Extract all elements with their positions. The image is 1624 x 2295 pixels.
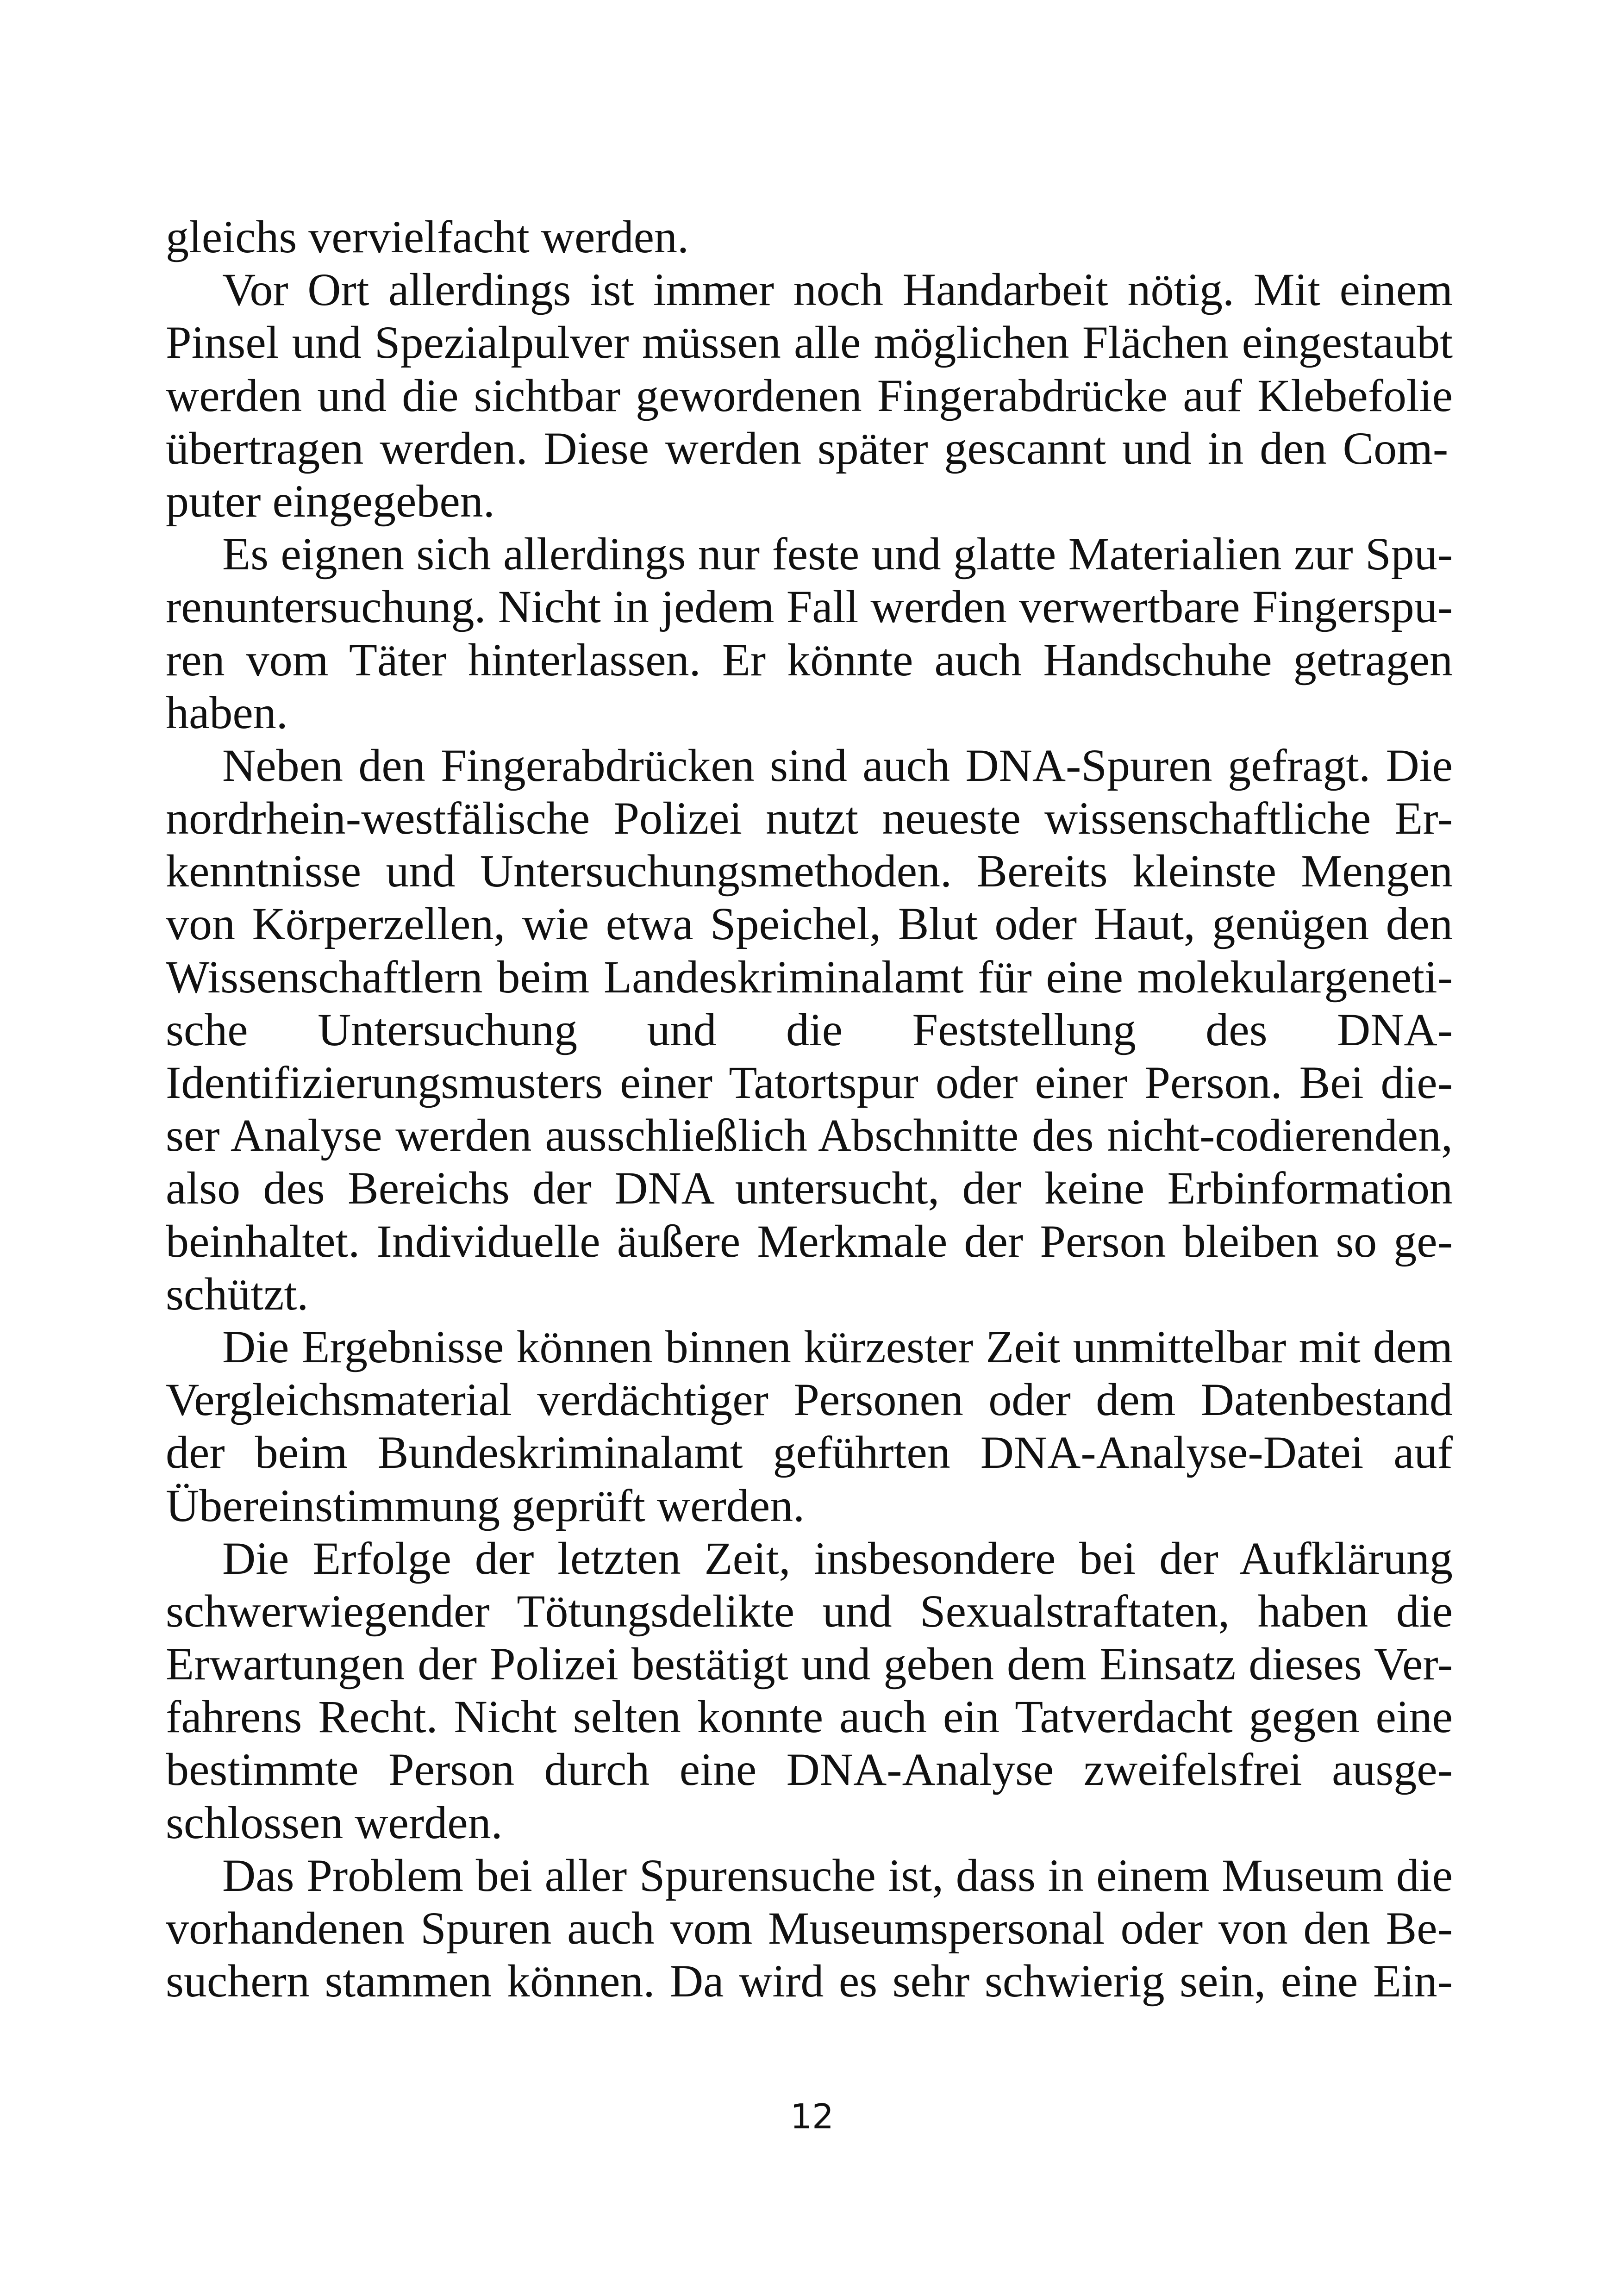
text-line: beinhaltet. Individuelle äußere Merkmale der Person bleiben so ge- [166,1215,1453,1267]
text-line: Vor Ort allerdings ist immer noch Handarbeit nötig. Mit einem [222,264,1453,316]
text-line: von Körperzellen, wie etwa Speichel, Blut oder Haut, genügen den [166,898,1453,950]
text-line: schlossen werden. [166,1796,503,1848]
text-line: Identifizierungsmusters einer Tatortspur oder einer Person. Bei die- [166,1057,1453,1108]
text-line: übertragen werden. Diese werden später gescannt und in den Com- [166,422,1449,474]
text-line: sche Untersuchung und die Feststellung des DNA- [166,1004,1453,1055]
text-line: ren vom Täter hinterlassen. Er könnte auch Handschuhe getragen [166,634,1453,686]
text-line: Pinsel und Spezialpulver müssen alle möglichen Flächen eingestaubt [166,317,1453,368]
text-line: suchern stammen können. Da wird es sehr schwierig sein, eine Ein- [166,1955,1453,2007]
text-line: werden und die sichtbar gewordenen Fingerabdrücke auf Klebefolie [166,369,1453,421]
text-line: Übereinstimmung geprüft werden. [166,1479,805,1531]
text-line: ser Analyse werden ausschließlich Abschnitte des nicht-codierenden, [166,1110,1453,1161]
text-line: Das Problem bei aller Spurensuche ist, dass in einem Museum die [222,1849,1453,1901]
text-line: bestimmte Person durch eine DNA-Analyse zweifelsfrei ausge- [166,1744,1453,1796]
text-line: schwerwiegender Tötungsdelikte und Sexualstraftaten, haben die [166,1585,1453,1637]
text-line: Die Ergebnisse können binnen kürzester Zeit unmittelbar mit dem [222,1321,1453,1372]
text-line: Die Erfolge der letzten Zeit, insbesondere bei der Aufklärung [222,1532,1453,1584]
text-line: gleichs vervielfacht werden. [166,211,689,262]
text-line: fahrens Recht. Nicht selten konnte auch ein Tatverdacht gegen eine [166,1691,1453,1743]
page-number: 12 [790,2097,834,2137]
text-line: vorhandenen Spuren auch vom Museumspersonal oder von den Be- [166,1902,1453,1954]
text-line: Neben den Fingerabdrücken sind auch DNA-Spuren gefragt. Die [222,739,1453,791]
body-text [166,211,1453,2008]
text-line: der beim Bundeskriminalamt geführten DNA-Analyse-Datei auf [166,1427,1453,1478]
text-line: Vergleichsmaterial verdächtiger Personen oder dem Datenbestand [166,1374,1453,1426]
text-line: puter eingegeben. [166,475,495,527]
text-line: haben. [166,686,288,738]
text-line: schützt. [166,1268,309,1320]
text-line: also des Bereichs der DNA untersucht, der keine Erbinformation [166,1162,1453,1214]
text-line: kenntnisse und Untersuchungsmethoden. Bereits kleinste Mengen [166,845,1453,897]
text-line: Erwartungen der Polizei bestätigt und geben dem Einsatz dieses Ver- [166,1638,1453,1690]
text-line: Es eignen sich allerdings nur feste und glatte Materialien zur Spu- [222,528,1453,580]
text-line: renuntersuchung. Nicht in jedem Fall werden verwertbare Fingerspu- [166,581,1453,633]
text-line: Wissenschaftlern beim Landeskriminalamt für eine molekulargeneti- [166,951,1453,1003]
text-line: nordrhein-westfälische Polizei nutzt neueste wissenschaftliche Er- [166,792,1453,844]
